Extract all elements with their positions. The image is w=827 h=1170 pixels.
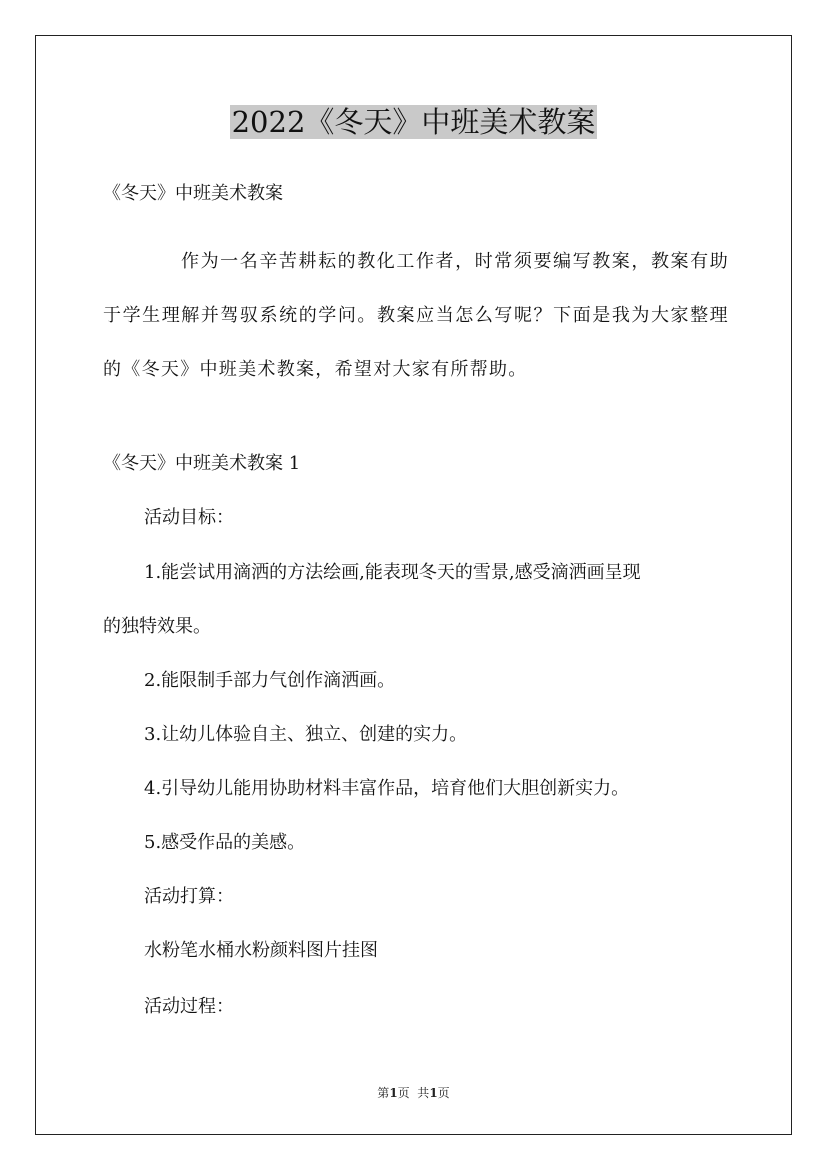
prep-heading: 活动打算： (144, 886, 234, 907)
document-subtitle: 《冬天》中班美术教案 (103, 183, 283, 204)
footer-page-suffix: 页 (437, 1086, 450, 1100)
goal-5: 5.感受作品的美感。 (144, 832, 306, 853)
goals-heading: 活动目标： (144, 507, 234, 528)
section-heading: 《冬天》中班美术教案 1 (103, 453, 301, 474)
goal-1-line-2: 的独特效果。 (103, 616, 211, 637)
page-footer (0, 1085, 827, 1101)
goal-2: 2.能限制手部力气创作滴洒画。 (144, 670, 396, 691)
goal-3: 3.让幼儿体验自主、独立、创建的实力。 (144, 724, 468, 745)
document-title (0, 100, 827, 144)
goal-1-line-1: 1.能尝试用滴洒的方法绘画,能表现冬天的雪景,感受滴洒画呈现 (144, 562, 641, 583)
prep-items: 水粉笔水桶水粉颜料图片挂图 (144, 940, 378, 961)
footer-page-prefix: 第 (377, 1086, 390, 1100)
footer-page-total: 1 (429, 1086, 438, 1100)
footer-page-mid: 页 共 (397, 1086, 430, 1100)
intro-paragraph: 作为一名辛苦耕耘的教化工作者，时常须要编写教案，教案有助于学生理解并驾驭系统的学问。教案应当怎么写呢？下面是我为大家整理的《冬天》中班美术教案，希望对大家有所帮助。 (103, 251, 729, 380)
footer-page-number: 1 (389, 1086, 398, 1100)
document-title-text: 2022《冬天》中班美术教案 (231, 105, 596, 139)
goal-4: 4.引导幼儿能用协助材料丰富作品，培育他们大胆创新实力。 (144, 778, 630, 799)
process-heading: 活动过程： (144, 996, 234, 1017)
